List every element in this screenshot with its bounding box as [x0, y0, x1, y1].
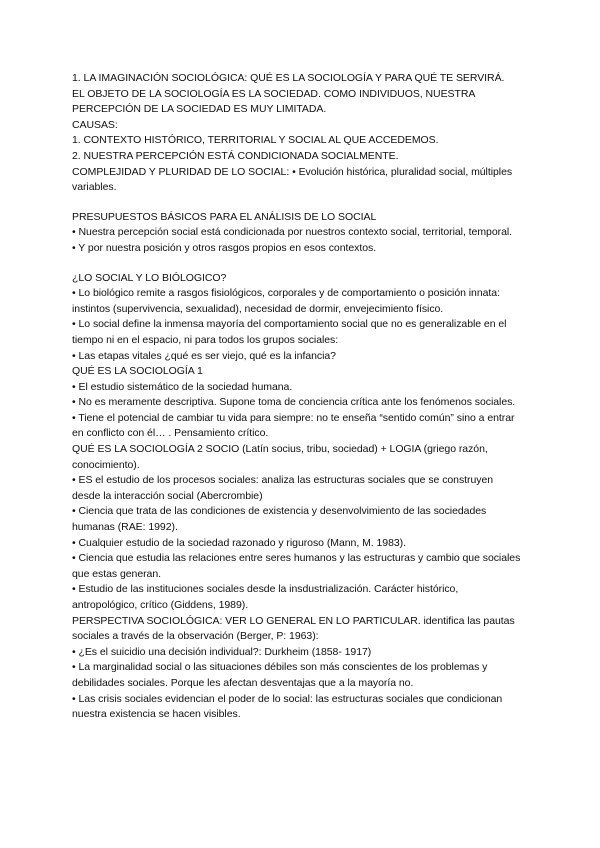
bullet-item: • Ciencia que trata de las condiciones de existencia y desenvolvimiento de las sociedades humanas (RAE: 1992).	[72, 505, 487, 534]
heading-sociological-imagination: 1. LA IMAGINACIÓN SOCIOLÓGICA: QUÉ ES LA SOCIOLOGÍA Y PARA QUÉ TE SERVIRÁ.	[72, 72, 505, 84]
bullet-item: • No es meramente descriptiva. Supone toma de conciencia crítica ante los fenómenos sociales.	[72, 396, 516, 409]
bullet-item: • La marginalidad social o las situaciones débiles son más conscientes de los problemas y debilidades sociales. Porque les afectan desventajas que a la mayoría no.	[72, 661, 488, 689]
bullet-item: • Las etapas vitales ¿qué es ser viejo, qué es la infancia?	[72, 349, 336, 362]
section-gap	[72, 257, 524, 271]
section-intro	[72, 71, 524, 196]
section-gap	[72, 196, 524, 210]
bullet-item: • Lo biológico remite a rasgos fisiológicos, corporales y de comportamiento o posición innata: instintos (supervivencia, sexualidad), necesidad de dormir, envejecimiento físico.	[72, 287, 500, 315]
bullet-item: • Ciencia que estudia las relaciones entre seres humanos y las estructuras y cambio que sociales que estas generan.	[72, 552, 521, 580]
heading-what-is-sociology-1: QUÉ ES LA SOCIOLOGÍA 1	[72, 365, 203, 378]
cause-item-2: 2. NUESTRA PERCEPCIÓN ESTÁ CONDICIONADA SOCIALMENTE.	[72, 149, 399, 162]
bullet-item: • Las crisis sociales evidencian el poder de lo social: las estructuras sociales que condicionan nuestra existencia se hacen visibles.	[72, 692, 503, 721]
heading-sociological-perspective: PERSPECTIVA SOCIOLÓGICA: VER LO GENERAL EN LO PARTICULAR. identifica las pautas sociales a través de la observación (Berger, P: 1963):	[72, 614, 515, 643]
bullet-item: • El estudio sistemático de la sociedad humana.	[72, 380, 293, 393]
paragraph-object-of-sociology: EL OBJETO DE LA SOCIOLOGÍA ES LA SOCIEDAD. COMO INDIVIDUOS, NUESTRA PERCEPCIÓN DE LA SOCIEDAD ES MUY LIMITADA.	[72, 87, 475, 116]
bullet-item: • Lo social define la inmensa mayoría del comportamiento social que no es generalizable en el tiempo ni en el espacio, ni para todos los grupos sociales:	[72, 318, 507, 346]
bullet-item: • Estudio de las instituciones sociales desde la insdustrialización. Carácter histórico, antropológico, crítico (Giddens, 1989).	[72, 583, 459, 611]
bullet-item: • ¿Es el suicidio una decisión individual?: Durkheim (1858- 1917)	[72, 645, 372, 658]
heading-causes: CAUSAS:	[72, 118, 118, 131]
bullet-item: • Tiene el potencial de cambiar tu vida para siempre: no te enseña “sentido común” sino a entrar en conflicto con él… . Pensamiento crítico.	[72, 411, 515, 440]
heading-basic-assumptions: PRESUPUESTOS BÁSICOS PARA EL ANÁLISIS DE LO SOCIAL	[72, 210, 377, 223]
heading-social-biological: ¿LO SOCIAL Y LO BIÓLOGICO?	[72, 271, 227, 284]
bullet-item: • Nuestra percepción social está condicionada por nuestros contexto social, territorial, temporal.	[72, 226, 513, 239]
section-social-biological	[72, 271, 524, 723]
bullet-item: • Cualquier estudio de la sociedad razonado y riguroso (Mann, M. 1983).	[72, 536, 406, 549]
cause-item-1: 1. CONTEXTO HISTÓRICO, TERRITORIAL Y SOCIAL AL QUE ACCEDEMOS.	[72, 134, 439, 147]
section-basic-assumptions	[72, 210, 524, 257]
bullet-item: • Y por nuestra posición y otros rasgos propios en esos contextos.	[72, 241, 377, 254]
bullet-item: • ES el estudio de los procesos sociales: analiza las estructuras sociales que se construyen desde la interacción social (Abercrombie)	[72, 474, 494, 502]
heading-what-is-sociology-2: QUÉ ES LA SOCIOLOGÍA 2 SOCIO (Latín socius, tribu, sociedad) + LOGIA (griego razón, conocimiento).	[72, 443, 488, 471]
paragraph-complexity: COMPLEJIDAD Y PLURIDAD DE LO SOCIAL: • Evolución histórica, pluralidad social, múltiples variables.	[72, 165, 513, 194]
